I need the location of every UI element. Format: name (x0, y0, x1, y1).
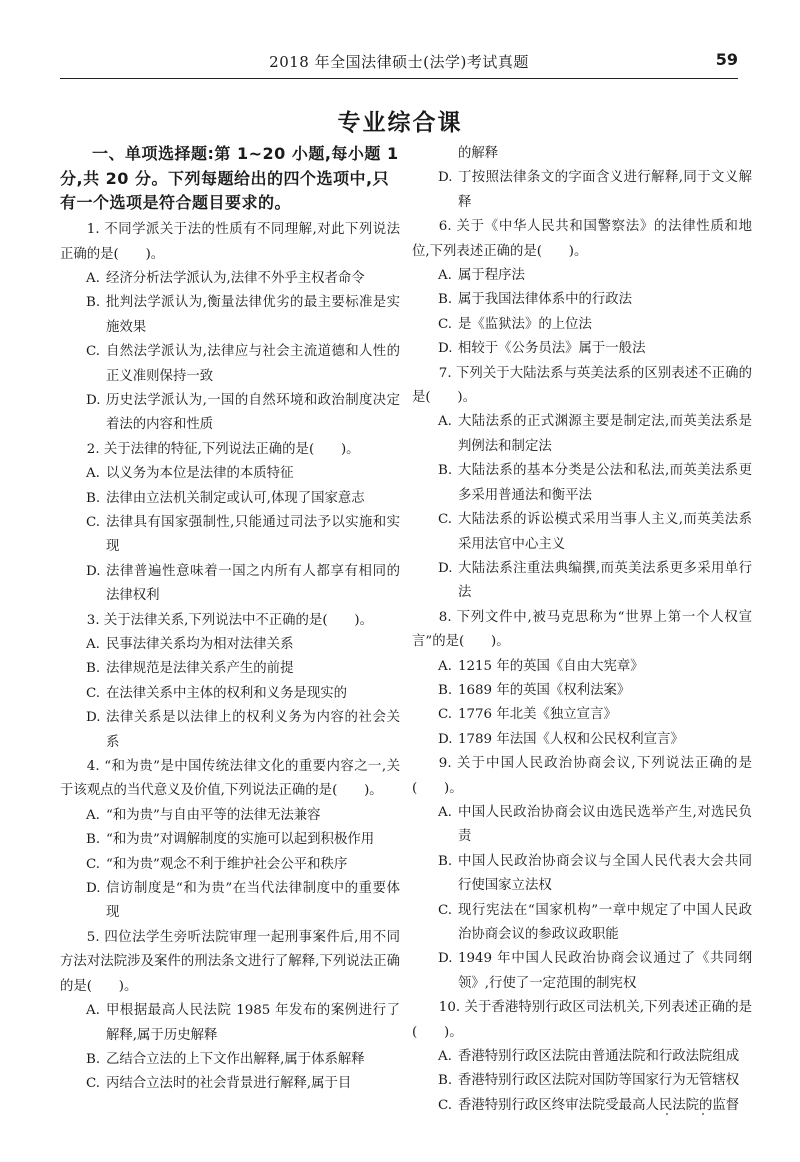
question-5 (60, 926, 400, 1097)
option-c: C. 法律具有国家强制性,只能通过司法予以实施和实现 (86, 514, 400, 555)
question-7 (412, 362, 752, 606)
part-heading: 一、单项选择题:第 1~20 小题,每小题 1 分,共 20 分。下列每题给出的四个选项中,只有一个选项是符合题目要求的。 (60, 144, 399, 213)
option-d: D. 历史法学派认为,一国的自然环境和政治制度决定着法的内容和性质 (86, 392, 400, 433)
option-a: A. 甲根据最高人民法院 1985 年发布的案例进行了解释,属于历史解释 (86, 1003, 400, 1043)
option-a: A. 以义务为本位是法律的本质特征 (86, 466, 294, 482)
question-stem: 7. 下列关于大陆法系与英美法系的区别表述不正确的是( )。 (412, 365, 752, 406)
option-a: A. 中国人民政治协商会议由选民选举产生,对选民负责 (438, 804, 752, 845)
question-stem: 10. 关于香港特别行政区司法机关,下列表述正确的是( )。 (412, 1000, 752, 1040)
option-b: B. 属于我国法律体系中的行政法 (438, 292, 633, 308)
question-4 (60, 755, 400, 926)
header-title: 2018 年全国法律硕士(法学)考试真题 (269, 53, 529, 71)
option-b: B. 法律规范是法律关系产生的前提 (86, 661, 294, 677)
option-c: C. 现行宪法在“国家机构”一章中规定了中国人民政治协商会议的参政议政职能 (438, 902, 752, 942)
question-stem: 6. 关于《中华人民共和国警察法》的法律性质和地位,下列表述正确的是( )。 (412, 219, 752, 259)
option-d: D. 丁按照法律条文的字面含义进行解释,同于文义解释 (438, 170, 752, 210)
question-8 (412, 606, 752, 752)
option-b: B. 香港特别行政区法院对国防等国家行为无管辖权 (438, 1073, 740, 1089)
option-c: C. 在法律关系中主体的权利和义务是现实的 (86, 685, 348, 701)
running-header (60, 40, 738, 79)
question-stem: 5. 四位法学生旁听法院审理一起刑事案件后,用不同方法对法院涉及案件的刑法条文进行了解释,下列说法正确的是( )。 (60, 929, 400, 994)
option-b: B. 中国人民政治协商会议与全国人民代表大会共同行使国家立法权 (438, 853, 752, 894)
option-c: C. 1776 年北美《独立宣言》 (438, 707, 617, 723)
option-a: A. 经济分析法学派认为,法律不外乎主权者命令 (86, 270, 365, 286)
option-b: B. 批判法学派认为,衡量法律优劣的最主要标准是实施效果 (86, 295, 400, 335)
option-a: A. 大陆法系的正式渊源主要是制定法,而英美法系是判例法和制定法 (438, 414, 752, 454)
question-stem: 9. 关于中国人民政治协商会议,下列说法正确的是( )。 (412, 756, 752, 796)
question-2 (60, 438, 400, 609)
question-stem: 3. 关于法律关系,下列说法中不正确的是( )。 (86, 612, 373, 628)
question-10 (412, 996, 752, 1118)
option-b: B. 大陆法系的基本分类是公法和私法,而英美法系更多采用普通法和衡平法 (438, 463, 752, 503)
option-b: B. “和为贵”对调解制度的实施可以起到积极作用 (86, 832, 375, 848)
option-a: A. 香港特别行政区法院由普通法院和行政法院组成 (438, 1049, 740, 1065)
option-d: D. 信访制度是“和为贵”在当代法律制度中的重要体现 (86, 881, 400, 921)
option-c: C. “和为贵”观念不利于维护社会公平和秩序 (86, 856, 348, 872)
right-column (412, 142, 752, 1118)
option-d: D. 1949 年中国人民政治协商会议通过了《共同纲领》,行使了一定范围的制宪权 (438, 951, 752, 991)
option-b: B. 法律由立法机关制定或认可,体现了国家意志 (86, 490, 365, 506)
option-c: C. 自然法学派认为,法律应与社会主流道德和人性的正义准则保持一致 (86, 344, 400, 384)
page-number: 59 (715, 50, 738, 69)
question-3 (60, 609, 400, 755)
question-6 (412, 215, 752, 361)
scan-speck (666, 1113, 668, 1115)
section-title: 专业综合课 (337, 110, 463, 136)
option-a: A. 1215 年的英国《自由大宪章》 (438, 658, 644, 674)
option-a: A. “和为贵”与自由平等的法律无法兼容 (86, 807, 321, 823)
question-stem: 1. 不同学派关于法的性质有不同理解,对此下列说法正确的是( )。 (60, 222, 400, 262)
option-c: C. 是《监狱法》的上位法 (438, 316, 592, 332)
left-column (60, 142, 400, 1097)
option-d: D. 大陆法系注重法典编撰,而英美法系更多采用单行法 (438, 560, 752, 601)
option-b: B. 1689 年的英国《权利法案》 (438, 682, 631, 698)
question-stem: 4. “和为贵”是中国传统法律文化的重要内容之一,关于该观点的当代意义及价值,下列说法正确的是( )。 (60, 759, 400, 799)
option-b: B. 乙结合立法的上下文作出解释,属于体系解释 (86, 1051, 365, 1067)
option-d: D. 1789 年法国《人权和公民权利宣言》 (438, 731, 684, 747)
option-a: A. 属于程序法 (438, 268, 525, 284)
option-d: D. 法律关系是以法律上的权利义务为内容的社会关系 (86, 710, 400, 750)
question-9 (412, 752, 752, 996)
option-c: C. 香港特别行政区终审法院受最高人民法院的监督 (438, 1097, 740, 1113)
option-c-continuation: 的解释 (458, 146, 499, 161)
question-stem: 8. 下列文件中,被马克思称为“世界上第一个人权宣言”的是( )。 (412, 609, 752, 650)
option-c: C. 丙结合立法时的社会背景进行解释,属于目 (86, 1076, 352, 1092)
scan-speck (702, 1113, 704, 1115)
question-stem: 2. 关于法律的特征,下列说法正确的是( )。 (86, 441, 360, 457)
option-a: A. 民事法律关系均为相对法律关系 (86, 637, 294, 653)
question-1 (60, 218, 400, 438)
option-d: D. 法律普遍性意味着一国之内所有人都享有相同的法律权利 (86, 563, 400, 604)
option-d: D. 相较于《公务员法》属于一般法 (438, 341, 646, 357)
option-c: C. 大陆法系的诉讼模式采用当事人主义,而英美法系采用法官中心主义 (438, 512, 752, 552)
